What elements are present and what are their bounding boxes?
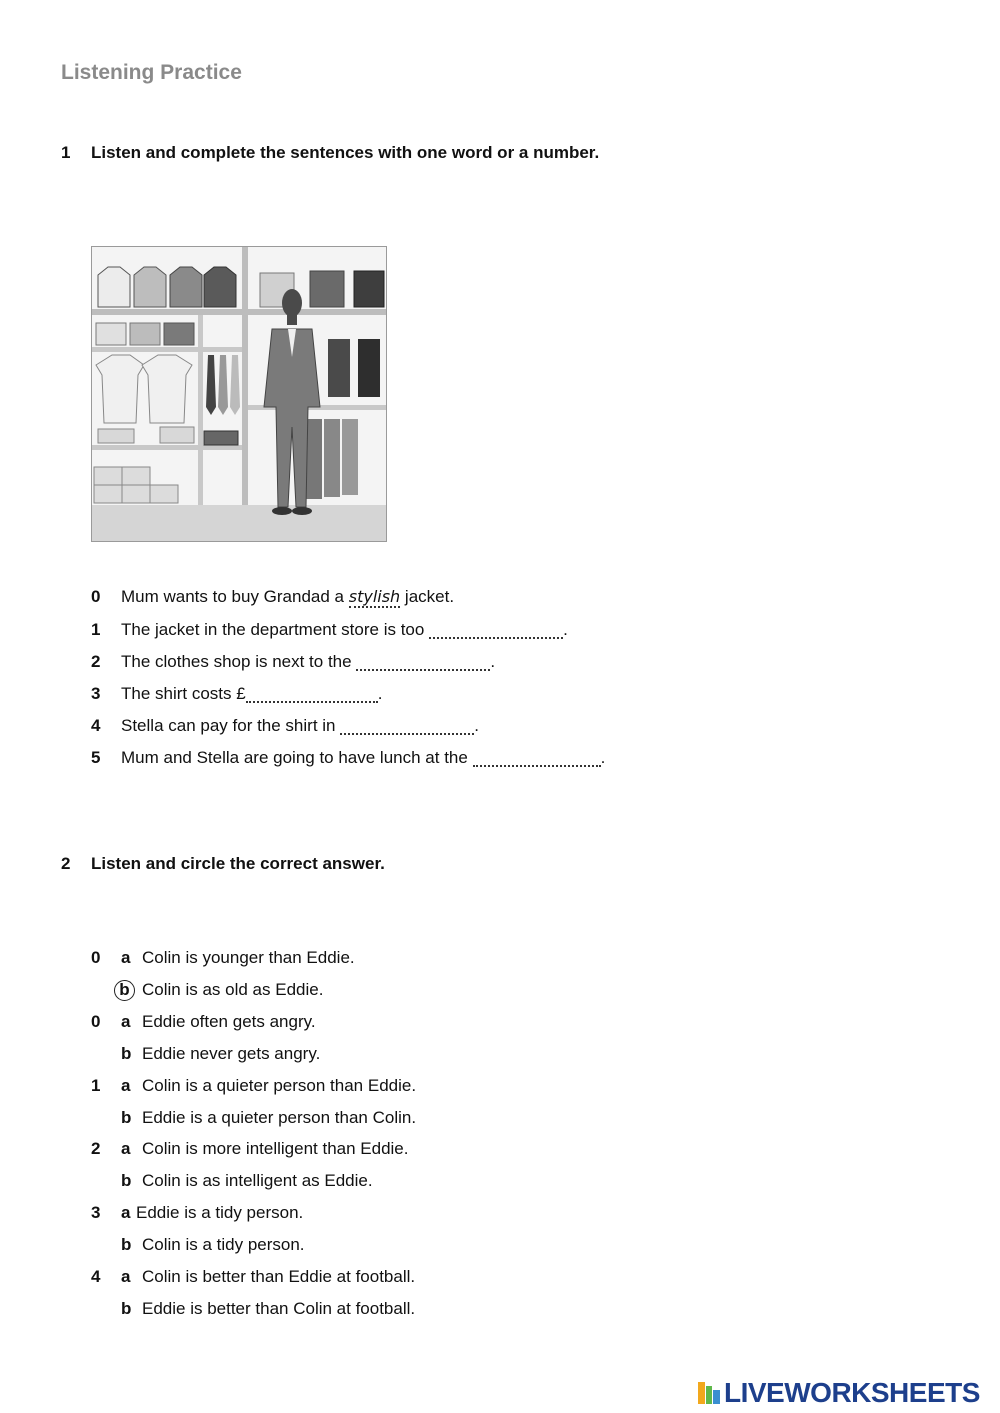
option-text: Colin is better than Eddie at football. <box>142 1267 416 1286</box>
s1-item-text: Stella can pay for the shirt in <box>121 716 341 735</box>
answer-blank-3[interactable] <box>246 685 378 703</box>
s1-item-text: The clothes shop is next to the <box>121 652 357 671</box>
s1-item-2 <box>91 650 495 674</box>
s2-item-5-b[interactable] <box>91 1297 415 1321</box>
s2-item-0-a[interactable] <box>91 946 355 970</box>
s2-item-2-b[interactable] <box>91 1106 416 1130</box>
section-2-number: 2 <box>61 854 71 873</box>
option-b-label: b <box>121 1171 132 1190</box>
option-a-label: a <box>121 948 131 967</box>
section-1-instruction: Listen and complete the sentences with one word or a number. <box>91 143 600 162</box>
s2-item-1-b[interactable] <box>91 1042 320 1066</box>
s2-item-number: 1 <box>91 1076 101 1095</box>
s1-item-text: Mum wants to buy Grandad a <box>121 587 349 606</box>
section-1-number: 1 <box>61 143 71 162</box>
s1-item-number: 2 <box>91 652 101 671</box>
s1-item-number: 3 <box>91 684 101 703</box>
option-a-label: a <box>121 1012 131 1031</box>
s2-item-number: 3 <box>91 1203 101 1222</box>
s1-item-1 <box>91 618 568 642</box>
option-text: Eddie is a tidy person. <box>136 1203 304 1222</box>
option-a-label: a <box>121 1076 131 1095</box>
option-b-label: b <box>121 1044 132 1063</box>
s2-item-number: 4 <box>91 1267 101 1286</box>
s2-item-1-a[interactable] <box>91 1010 316 1034</box>
option-b-label: b <box>121 1108 132 1127</box>
s1-item-0 <box>91 585 454 609</box>
option-text: Colin is younger than Eddie. <box>142 948 355 967</box>
s2-item-number: 0 <box>91 948 101 967</box>
option-a-label: a <box>121 1267 131 1286</box>
s2-item-5-a[interactable] <box>91 1265 415 1289</box>
answer-blank-1[interactable] <box>429 621 563 639</box>
option-a-label: a <box>121 1203 131 1222</box>
option-b-label: b <box>121 1235 132 1254</box>
answer-blank-2[interactable] <box>356 653 490 671</box>
section-2-instruction: Listen and circle the correct answer. <box>91 854 385 873</box>
section-1-heading <box>61 143 599 163</box>
section-2-heading <box>61 854 385 874</box>
option-text: Colin is a tidy person. <box>142 1235 305 1254</box>
answer-blank-4[interactable] <box>340 717 474 735</box>
option-text: Colin is a quieter person than Eddie. <box>142 1076 417 1095</box>
s2-item-2-a[interactable] <box>91 1074 416 1098</box>
option-text: Eddie is better than Colin at football. <box>142 1299 416 1318</box>
option-text: Colin is as old as Eddie. <box>142 980 324 999</box>
s1-item-text: Mum and Stella are going to have lunch at the <box>121 748 473 767</box>
s1-item-3 <box>91 682 382 706</box>
s1-item-text-after: jacket. <box>400 587 455 606</box>
s1-item-number: 5 <box>91 748 101 767</box>
s1-item-4 <box>91 714 479 738</box>
s1-item-text-after: . <box>563 620 568 639</box>
s1-item-text: The jacket in the department store is too <box>121 620 430 639</box>
page-title: Listening Practice <box>61 61 242 84</box>
answer-blank-5[interactable] <box>473 749 601 767</box>
s2-item-number: 2 <box>91 1139 101 1158</box>
example-answer: stylish <box>348 587 401 606</box>
s1-item-number: 1 <box>91 620 101 639</box>
s1-item-text: The shirt costs £ <box>121 684 246 703</box>
liveworksheets-logo[interactable] <box>698 1378 980 1408</box>
logo-text: LIVEWORKSHEETS <box>724 1377 980 1408</box>
s1-item-text-after: . <box>474 716 479 735</box>
s1-item-number: 4 <box>91 716 101 735</box>
s1-item-text-after: . <box>490 652 496 671</box>
s2-item-number: 0 <box>91 1012 101 1031</box>
option-text: Eddie is a quieter person than Colin. <box>142 1108 417 1127</box>
clothes-shop-drawing <box>92 247 386 541</box>
clothes-shop-illustration <box>91 246 387 542</box>
option-a-label: a <box>121 1139 131 1158</box>
s2-item-4-a[interactable] <box>91 1201 303 1225</box>
option-text: Eddie often gets angry. <box>142 1012 316 1031</box>
s2-item-3-a[interactable] <box>91 1137 408 1161</box>
s1-item-number: 0 <box>91 587 101 606</box>
s2-item-0-b[interactable] <box>91 978 323 1002</box>
s1-item-text-after: . <box>600 748 606 767</box>
circled-option-b: b <box>114 980 135 1001</box>
option-text: Colin is more intelligent than Eddie. <box>142 1139 409 1158</box>
option-b-label: b <box>121 1299 132 1318</box>
s2-item-3-b[interactable] <box>91 1169 373 1193</box>
logo-mark-icon <box>698 1382 720 1404</box>
s2-item-4-b[interactable] <box>91 1233 305 1257</box>
s1-item-5 <box>91 746 605 770</box>
option-text: Colin is as intelligent as Eddie. <box>142 1171 373 1190</box>
s1-item-text-after: . <box>377 684 383 703</box>
option-text: Eddie never gets angry. <box>142 1044 321 1063</box>
